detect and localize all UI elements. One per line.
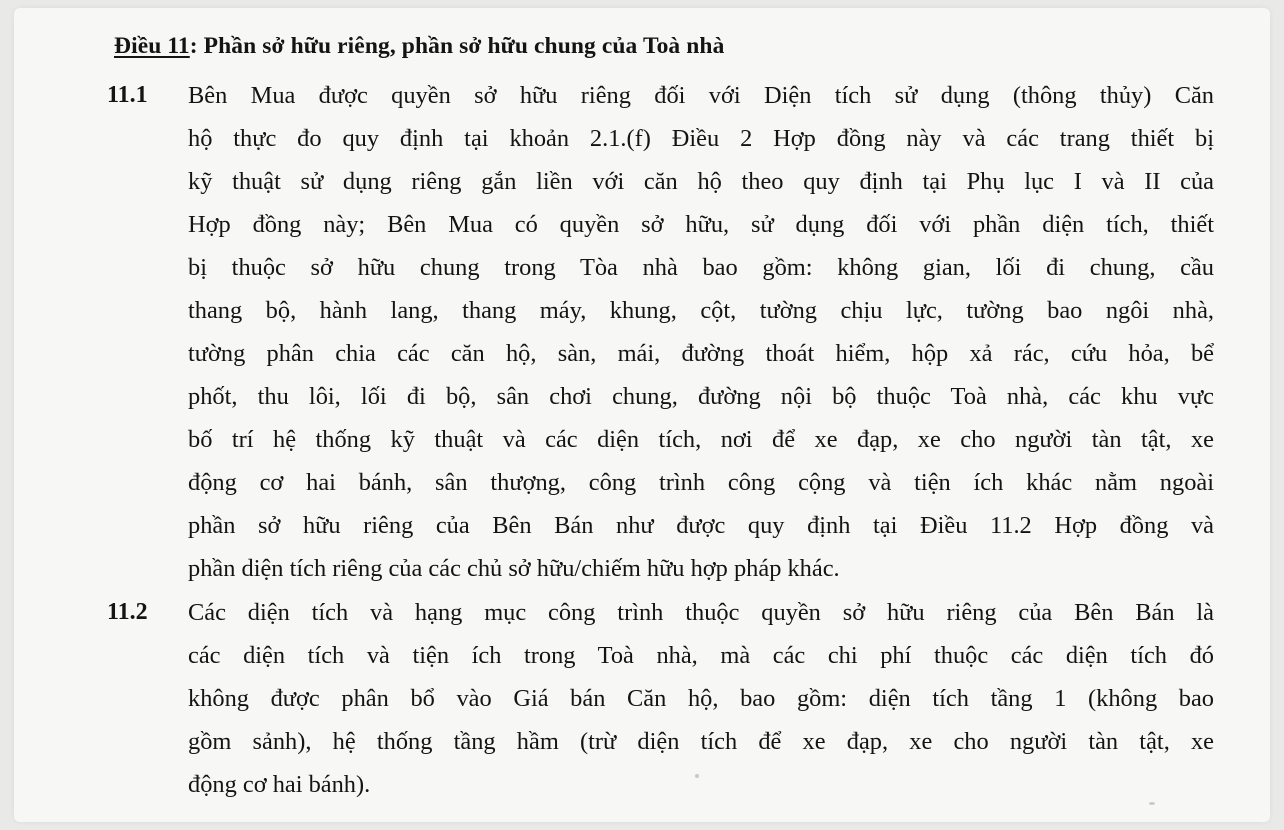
clause-text <box>188 74 1214 590</box>
text-line: Hợp đồng này; Bên Mua có quyền sở hữu, sử dụng đối với phần diện tích, thiết <box>188 211 1214 238</box>
text-line: phốt, thu lôi, lối đi bộ, sân chơi chung, đường nội bộ thuộc Toà nhà, các khu vực <box>188 383 1214 410</box>
text-line: hộ thực đo quy định tại khoản 2.1.(f) Điều 2 Hợp đồng này và các trang thiết bị <box>188 125 1214 152</box>
article-title: : Phần sở hữu riêng, phần sở hữu chung của Toà nhà <box>189 33 725 59</box>
text-line: thang bộ, hành lang, thang máy, khung, cột, tường chịu lực, tường bao ngôi nhà, <box>188 297 1214 324</box>
text-line: gồm sảnh), hệ thống tầng hầm (trừ diện tích để xe đạp, xe cho người tàn tật, xe <box>188 728 1214 755</box>
text-line: phần sở hữu riêng của Bên Bán như được quy định tại Điều 11.2 Hợp đồng và <box>188 512 1214 539</box>
text-line: bị thuộc sở hữu chung trong Tòa nhà bao gồm: không gian, lối đi chung, cầu <box>188 254 1214 281</box>
article-heading <box>114 33 724 60</box>
text-line: Bên Mua được quyền sở hữu riêng đối với Diện tích sử dụng (thông thủy) Căn <box>188 82 1214 109</box>
document-page <box>14 8 1270 822</box>
text-line: phần diện tích riêng của các chủ sở hữu/chiếm hữu hợp pháp khác. <box>188 555 840 582</box>
text-line: tường phân chia các căn hộ, sàn, mái, đường thoát hiểm, hộp xả rác, cứu hỏa, bể <box>188 340 1214 367</box>
text-line: động cơ hai bánh). <box>188 771 371 798</box>
text-line: không được phân bổ vào Giá bán Căn hộ, bao gồm: diện tích tầng 1 (không bao <box>188 685 1214 712</box>
text-line: Các diện tích và hạng mục công trình thuộc quyền sở hữu riêng của Bên Bán là <box>188 599 1214 626</box>
clause-text <box>188 591 1214 806</box>
text-line: bố trí hệ thống kỹ thuật và các diện tích, nơi để xe đạp, xe cho người tàn tật, xe <box>188 426 1214 453</box>
paper-speck <box>1149 802 1155 805</box>
text-line: động cơ hai bánh, sân thượng, công trình công cộng và tiện ích khác nằm ngoài <box>188 469 1214 496</box>
text-line: các diện tích và tiện ích trong Toà nhà, mà các chi phí thuộc các diện tích đó <box>188 642 1214 669</box>
clause-number: 11.2 <box>107 599 148 625</box>
article-number: Điều 11 <box>114 33 190 59</box>
clause-number: 11.1 <box>107 82 148 108</box>
paper-speck <box>695 774 699 778</box>
text-line: kỹ thuật sử dụng riêng gắn liền với căn hộ theo quy định tại Phụ lục I và II của <box>188 168 1214 195</box>
